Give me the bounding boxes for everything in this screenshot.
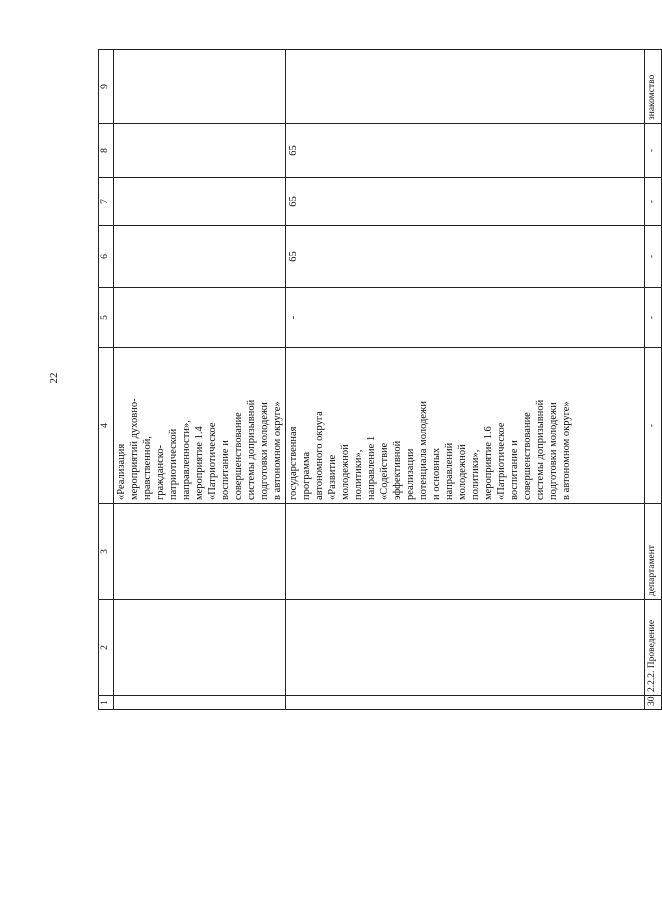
program-text-line: в автономном округе» — [561, 401, 572, 500]
header-col-5: 5 — [99, 288, 114, 348]
page-number: 22 — [48, 372, 60, 384]
program-text-line: «Содействие — [379, 442, 390, 500]
program-text-line: «Развитие — [327, 454, 338, 500]
program-text-line: в автономном округе» — [272, 401, 283, 500]
program-text-line: политики», — [353, 449, 364, 500]
header-col-7: 7 — [99, 178, 114, 226]
value-cell-col4: - — [645, 348, 662, 504]
table-cell — [114, 226, 286, 288]
header-col-9: 9 — [99, 50, 114, 124]
value-cell-col6: 65 — [286, 226, 645, 288]
program-text-line: эффективной — [392, 440, 403, 500]
event-title-cell: 2.2.2. Проведение — [645, 600, 662, 696]
program-text-line: молодежной — [340, 444, 351, 500]
header-col-4: 4 — [99, 348, 114, 504]
program-text-line: и основных — [431, 447, 442, 500]
header-col-3: 3 — [99, 504, 114, 600]
program-text-line: потенциала молодежи — [418, 401, 429, 500]
program-text-line: реализации — [405, 448, 416, 500]
table-cell — [114, 50, 286, 124]
responsible-cell: департамент — [645, 504, 662, 600]
table-cell — [114, 600, 286, 696]
table-row — [286, 50, 645, 710]
value-cell-col7: - — [645, 178, 662, 226]
program-text-line: системы допризывной — [246, 399, 257, 500]
program-text-line: совершенствование — [233, 412, 244, 500]
program-text-line: направленности», — [181, 420, 192, 500]
program-text-line: патриотической — [168, 428, 179, 500]
header-col-6: 6 — [99, 226, 114, 288]
program-text-line: молодежной — [457, 444, 468, 500]
program-text-line: совершенствование — [522, 412, 533, 500]
document-table-container — [98, 50, 657, 710]
value-cell-col5: - — [645, 288, 662, 348]
program-text-line: воспитание и — [220, 440, 231, 500]
table-cell — [286, 50, 645, 124]
header-col-2: 2 — [99, 600, 114, 696]
program-text-line: направление 1 — [366, 435, 377, 500]
program-text-line: системы допризывной — [535, 399, 546, 500]
program-text-line: программа — [301, 451, 312, 500]
table-row — [645, 50, 662, 710]
program-text-line: мероприятие 1.4 — [194, 426, 205, 500]
program-text-line: мероприятие 1.6 — [483, 426, 494, 500]
program-text-line: «Реализация — [116, 443, 127, 500]
table-cell — [114, 504, 286, 600]
program-cell — [286, 348, 645, 504]
program-text-line: «Патриотическое — [496, 422, 507, 500]
table-cell — [286, 504, 645, 600]
program-text-line: нравственной, — [142, 436, 153, 500]
table-cell — [114, 288, 286, 348]
table-row — [114, 50, 286, 710]
row-number-cell: 30. — [645, 696, 662, 710]
header-number-row — [99, 50, 114, 710]
result-cell: знакомство — [645, 50, 662, 124]
program-text-line: мероприятий духовно- — [129, 398, 140, 500]
table-cell — [114, 124, 286, 178]
program-text-line: направлений — [444, 442, 455, 500]
table-cell — [286, 600, 645, 696]
value-cell-col8: 65 — [286, 124, 645, 178]
document-table — [98, 49, 662, 710]
table-cell — [114, 178, 286, 226]
value-cell-col7: 65 — [286, 178, 645, 226]
value-cell-col8: - — [645, 124, 662, 178]
value-cell-col6: - — [645, 226, 662, 288]
program-text-line: воспитание и — [509, 440, 520, 500]
program-text-line: «Патриотическое — [207, 422, 218, 500]
program-cell — [114, 348, 286, 504]
program-text-line: государственная — [288, 426, 299, 500]
program-text-line: подготовки молодежи — [259, 402, 270, 500]
program-text-line: подготовки молодежи — [548, 402, 559, 500]
header-col-1: 1 — [99, 696, 114, 710]
header-col-8: 8 — [99, 124, 114, 178]
program-text-line: автономного округа — [314, 411, 325, 500]
table-cell — [286, 696, 645, 710]
program-text-line: гражданско- — [155, 444, 166, 500]
program-text-line: политики», — [470, 449, 481, 500]
table-cell — [114, 696, 286, 710]
value-cell-col5: - — [286, 288, 645, 348]
